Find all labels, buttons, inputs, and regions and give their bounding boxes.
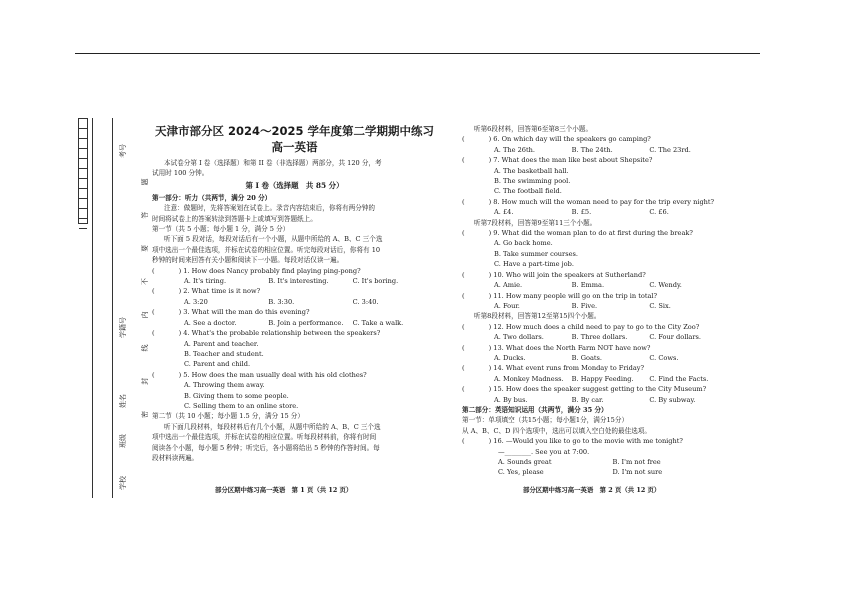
- question-13: [462, 343, 727, 364]
- section-heading: 第一节：单项填空（共15小题；每小题1分，满分15分）: [462, 416, 629, 425]
- answer-paren[interactable]: (: [152, 308, 155, 317]
- option-b: B. Goats.: [571, 353, 603, 362]
- answer-paren[interactable]: (: [462, 322, 465, 331]
- option-c: C. Yes, please: [498, 468, 544, 477]
- option-b: B. I'm not free: [612, 458, 661, 466]
- option-a: A. Four.: [494, 301, 520, 310]
- seal-line: [92, 118, 93, 498]
- directions-line: 阅读各个小题，每小题 5 秒钟；听完后，各小题将给出 5 秒钟的作答时间。每: [152, 443, 380, 452]
- option-a: A. The 26th.: [494, 145, 535, 154]
- question-1: [152, 266, 437, 287]
- page-1: [152, 124, 437, 463]
- option-a: A. Go back home.: [494, 239, 553, 248]
- directions-line: 从 A、B、C、D 四个选项中，选出可以填入空白处的最佳选项。: [462, 426, 651, 435]
- option-a: A. Amie.: [494, 281, 523, 290]
- option-a: A. Ducks.: [494, 353, 526, 362]
- question-stem: ) 6. On which day will the speakers go camping?: [482, 135, 651, 144]
- question-10: [462, 270, 727, 291]
- option-c: C. It's boring.: [352, 277, 399, 286]
- question-stem: ) 5. How does the man usually deal with his old clothes?: [172, 370, 367, 379]
- exam-number-grid: [78, 118, 88, 224]
- material-heading: 听第6段材料，回答第6至第8三个小题。: [474, 125, 593, 133]
- seal-notice: 密 封 线 内 不 要 答 题: [141, 166, 149, 418]
- option-a: A. Two dollars.: [494, 333, 544, 342]
- answer-paren[interactable]: (: [462, 364, 465, 373]
- answer-paren[interactable]: (: [462, 229, 465, 238]
- binding-margin: [78, 118, 160, 498]
- option-b: B. Happy Feeding.: [571, 374, 634, 383]
- question-blank: —________. See you at 7:00.: [498, 447, 590, 456]
- option-c: C. The football field.: [494, 187, 562, 196]
- question-7: [462, 155, 727, 197]
- option-b: B. Take summer courses.: [494, 249, 578, 258]
- option-a: A. Sounds great: [498, 458, 552, 466]
- option-d: D. I'm not sure: [612, 468, 663, 477]
- page-footer: 部分区期中练习高一英语 第 1 页（共 12 页）: [215, 486, 353, 494]
- answer-paren[interactable]: (: [462, 343, 465, 352]
- part-heading: 第一部分：听力（共两节，满分 20 分）: [152, 193, 272, 202]
- directions-line: 听下面几段材料，每段材料后有几个小题，从题中所给的 A、B、C 三个选: [164, 422, 381, 431]
- question-6: [462, 134, 727, 155]
- answer-paren[interactable]: (: [462, 270, 465, 279]
- question-16: [462, 436, 727, 478]
- option-b: B. Emma.: [571, 281, 605, 290]
- option-b: B. Giving them to some people.: [184, 391, 289, 400]
- answer-paren[interactable]: (: [462, 291, 465, 300]
- question-14: [462, 363, 727, 384]
- answer-paren[interactable]: (: [152, 329, 155, 338]
- option-b: B. The 24th.: [571, 145, 613, 154]
- question-4: [152, 328, 437, 370]
- directions-line: 听下面 5 段对话，每段对话后有一个小题，从题中所给的 A、B、C 三个选: [164, 235, 383, 244]
- question-stem: ) 9. What did the woman plan to do at first during the break?: [482, 229, 693, 238]
- top-rule: [75, 53, 760, 54]
- option-a: A. See a doctor.: [184, 318, 237, 327]
- option-c: C. Six.: [649, 301, 671, 310]
- option-b: B. £5.: [571, 208, 592, 217]
- option-a: A. The basketball hall.: [494, 166, 569, 175]
- question-9: [462, 228, 727, 270]
- option-b: B. Join a performance.: [268, 318, 344, 327]
- question-15: [462, 384, 727, 405]
- question-5: [152, 370, 437, 412]
- question-8: [462, 197, 727, 218]
- exam-subtitle: 高一英语: [271, 140, 318, 154]
- note-line: 时间将试卷上的答案转涂到答题卡上或填写到答题纸上。: [152, 214, 317, 223]
- intro-line: 试用时 100 分钟。: [152, 169, 209, 178]
- option-c: C. £6.: [649, 208, 669, 217]
- question-stem: ) 13. What does the North Farm NOT have now?: [482, 343, 651, 352]
- label-student-id: 学籍号: [119, 317, 127, 338]
- option-b: B. Five.: [571, 301, 598, 310]
- answer-paren[interactable]: (: [462, 135, 465, 144]
- material-heading: 听第8段材料，回答第12至第15四个小题。: [474, 312, 601, 321]
- option-b: B. By car.: [571, 395, 604, 404]
- option-c: C. The 23rd.: [649, 145, 691, 154]
- question-11: [462, 291, 727, 312]
- question-stem: ) 8. How much will the woman need to pay for the trip every night?: [482, 197, 715, 206]
- seal-line: [112, 118, 113, 498]
- answer-paren[interactable]: (: [152, 266, 155, 275]
- answer-paren[interactable]: (: [462, 385, 465, 394]
- option-b: B. It's interesting.: [268, 277, 329, 286]
- option-c: C. Wendy.: [649, 281, 682, 290]
- option-a: A. £4.: [494, 208, 514, 217]
- question-stem: ) 4. What's the probable relationship between the speakers?: [172, 329, 381, 338]
- label-exam-number: 考号: [119, 144, 127, 158]
- option-a: A. It's tiring.: [184, 277, 227, 286]
- option-c: C. Have a part-time job.: [494, 260, 574, 269]
- option-a: A. 3:20: [184, 297, 208, 306]
- question-stem: ) 12. How much does a child need to pay to go to the City Zoo?: [482, 322, 700, 331]
- label-class: 班级: [119, 434, 127, 448]
- option-a: A. Parent and teacher.: [184, 339, 259, 348]
- part-heading: 第二部分：英语知识运用（共两节，满分 35 分）: [462, 405, 608, 414]
- question-stem: ) 10. Who will join the speakers at Sutherland?: [482, 270, 646, 279]
- question-3: [152, 307, 437, 328]
- question-stem: ) 16. —Would you like to go to the movie with me tonight?: [482, 437, 683, 446]
- option-b: B. 3:30.: [268, 297, 295, 306]
- option-a: A. Throwing them away.: [184, 381, 265, 390]
- directions-line: 段材料读两遍。: [152, 453, 199, 462]
- page-2: [462, 124, 727, 478]
- option-c: C. Parent and child.: [184, 360, 251, 369]
- section-heading: 第一节（共 5 小题；每小题 1 分，满分 5 分）: [152, 225, 290, 234]
- directions-line: 秒钟的时间来回答有关小题和阅读下一小题。每段对话仅读一遍。: [152, 256, 344, 265]
- directions-line: 项中选出一个最佳选项，并标在试卷的相应位置。听完每段对话后，你将有 10: [152, 245, 381, 254]
- section-heading: 第二节（共 10 小题；每小题 1.5 分，满分 15 分）: [152, 412, 304, 421]
- option-c: C. 3:40.: [352, 297, 379, 306]
- answer-paren[interactable]: (: [152, 287, 155, 296]
- question-stem: ) 14. What event runs from Monday to Friday?: [482, 364, 645, 373]
- question-stem: ) 3. What will the man do this evening?: [172, 308, 310, 317]
- answer-paren[interactable]: (: [462, 156, 465, 165]
- intro-line: 本试卷分第 I 卷（选择题）和第 II 卷（非选择题）两部分，共 120 分，考: [164, 159, 382, 167]
- option-c: C. Find the Facts.: [649, 374, 709, 383]
- option-b: B. The swimming pool.: [494, 177, 571, 186]
- question-stem: ) 1. How does Nancy probably find playing ping-pong?: [172, 266, 361, 275]
- option-b: B. Three dollars.: [571, 333, 628, 342]
- option-a: A. By bus.: [494, 395, 528, 404]
- note-line: 注意：做题时，先将答案划在试卷上。录音内容结束后，你将有两分钟的: [164, 204, 375, 213]
- question-2: [152, 286, 437, 307]
- option-c: C. Take a walk.: [352, 318, 404, 327]
- option-a: A. Monkey Madness.: [494, 374, 564, 383]
- option-c: C. Four dollars.: [649, 333, 701, 342]
- label-name: 姓名: [119, 394, 127, 408]
- exam-title: 天津市部分区 2024～2025 学年度第二学期期中练习: [154, 124, 435, 138]
- option-c: C. Selling them to an online store.: [184, 401, 299, 410]
- answer-paren[interactable]: (: [462, 197, 465, 206]
- volume-heading: 第 I 卷（选择题 共 85 分）: [245, 180, 344, 190]
- question-stem: ) 7. What does the man like best about Shepsite?: [482, 156, 653, 165]
- option-b: B. Teacher and student.: [184, 349, 264, 358]
- question-stem: ) 2. What time is it now?: [172, 287, 261, 296]
- directions-line: 项中选出一个最佳选项，并标在试卷的相应位置。听每段材料前，你将有时间: [152, 433, 377, 442]
- answer-paren[interactable]: (: [462, 437, 465, 446]
- question-stem: ) 11. How many people will go on the trip in total?: [482, 291, 658, 300]
- material-heading: 听第7段材料，回答第9至第11三个小题。: [474, 218, 597, 227]
- label-school: 学校: [119, 476, 127, 490]
- question-12: [462, 322, 727, 343]
- page-footer: 部分区期中练习高一英语 第 2 页（共 12 页）: [523, 486, 661, 494]
- question-stem: ) 15. How does the speaker suggest getting to the City Museum?: [482, 385, 707, 394]
- option-c: C. Cows.: [649, 353, 679, 362]
- answer-paren[interactable]: (: [152, 370, 155, 379]
- option-c: C. By subway.: [649, 395, 696, 404]
